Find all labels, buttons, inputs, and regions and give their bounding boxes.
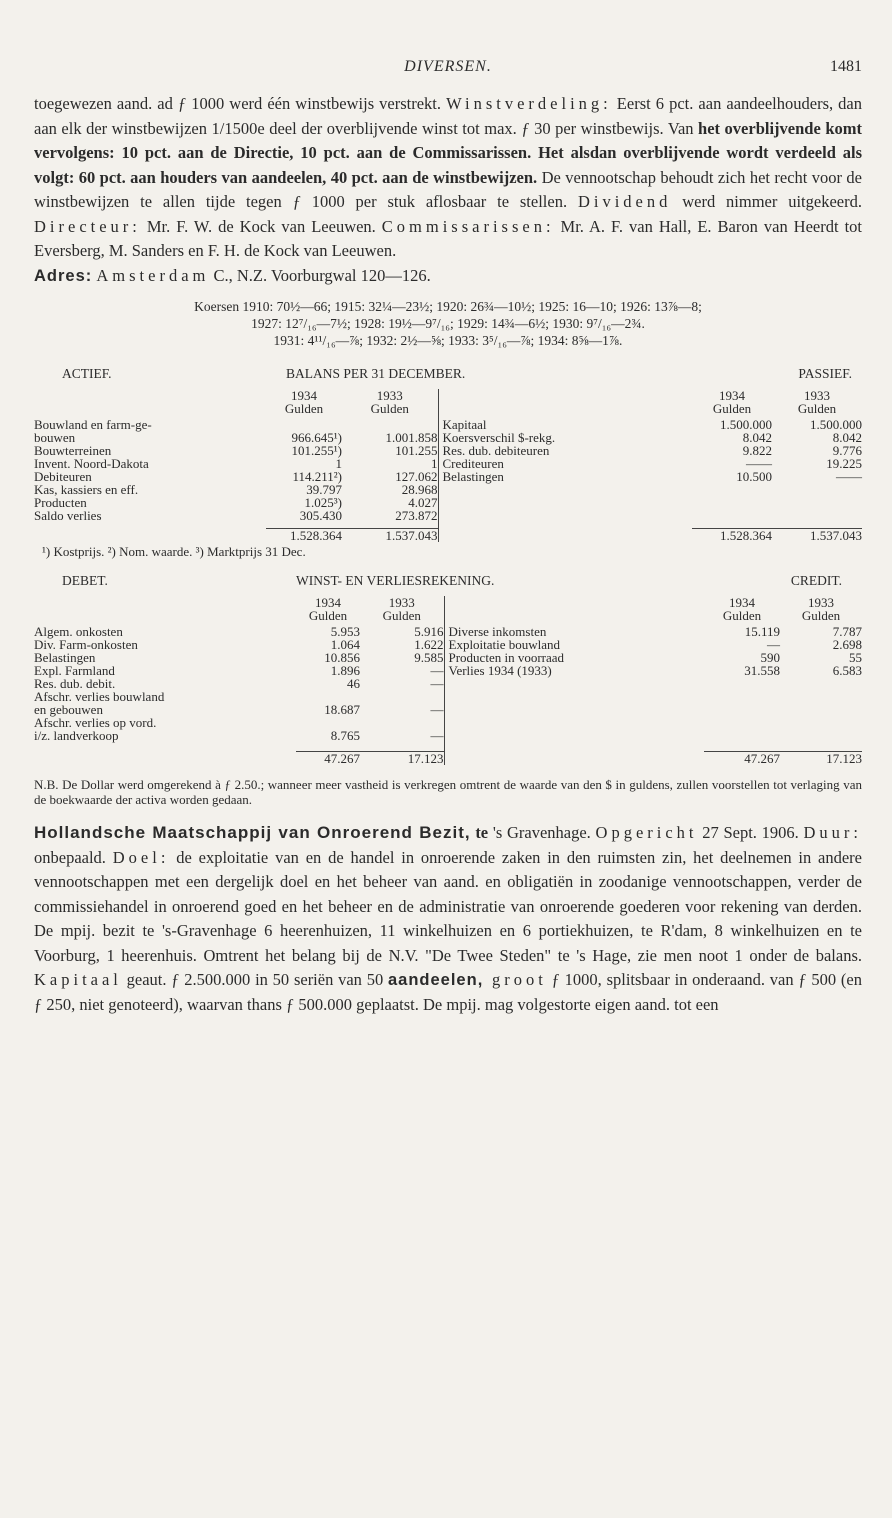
row-value-1933 [780,703,862,716]
adres-city: Amsterdam [96,265,210,285]
row-value-1933 [342,444,438,457]
year-header: 1934 [315,594,341,610]
row-value-1934 [704,729,780,742]
balans-total: 1.528.364 [692,528,772,542]
balans-total: 1.528.364 [266,528,342,542]
row-value-1933-text: — [430,675,444,691]
duur-value: onbepaald. [34,847,113,867]
adres-line [34,264,862,289]
row-label-text: Diverse inkomsten [448,623,547,639]
row-value-1933-text: — [430,727,444,743]
unit-header: Gulden [370,401,409,416]
row-value-1933 [772,470,862,483]
wv-title [296,574,704,596]
row-label [34,509,266,522]
adres-label: Adres: [34,266,93,285]
row-label-text: Verlies 1934 (1933) [448,662,552,678]
florin-sign: ƒ [177,94,187,113]
row-label-text: Res. dub. debiteuren [442,443,550,458]
row-value-1934-text: 1.064 [330,636,360,652]
winstverdeling-label: Winstverdeling: [446,94,612,113]
row-value-1934 [704,664,780,677]
company-paragraph [34,821,862,1017]
row-label-text: Div. Farm-onkosten [34,636,138,652]
row-value-1934 [692,470,772,483]
row-value-1933-text: 9.776 [832,443,862,458]
row-value-1934-text: 9.822 [742,443,772,458]
row-value-1933-text: 9.585 [414,649,444,665]
year-header: 1934 [719,388,745,403]
row-value-1933 [780,677,862,690]
wv-total: 47.267 [296,752,360,766]
row-value-1933-text: 127.062 [395,469,438,484]
row-value-1934 [266,509,342,522]
table-row [34,470,862,483]
aandeelen-label: aandeelen, [387,971,484,989]
row-label-text: Afschr. verlies bouwland [34,688,165,704]
winst-verlies-table [34,574,862,766]
row-label [438,470,692,483]
florin-sign: ƒ [292,192,301,211]
table-row [34,509,862,522]
row-value-1933-text: 4.027 [408,495,438,510]
row-label-text: Debiteuren [34,469,92,484]
unit-header: Gulden [284,401,324,416]
company-te: te [470,823,489,842]
year-header: 1934 [729,594,755,610]
row-value-1933 [780,729,862,742]
row-label-text: Koersverschil $-rekg. [442,430,556,445]
row-value-1934-text: 15.119 [744,623,780,639]
row-value-1933-text: —— [836,469,862,484]
commissarissen-value: Mr. A. F. van Hall, E. Baron van Heerdt tot Eversberg, M. Sanders en F. H. de Kock van Leeuwen. [34,216,862,260]
row-label-text: Producten in voorraad [448,649,565,665]
table-row [34,664,862,677]
row-label-text: Invent. Noord-Dakota [34,456,149,471]
row-value-1933 [772,509,862,522]
row-value-1934-text: 46 [347,675,360,691]
row-value-1934-text: 31.558 [744,662,780,678]
kapitaal-label: Kapitaal [34,970,122,989]
row-value-1933-text: 273.872 [395,508,438,523]
opgericht-label: Opgericht [595,823,698,842]
row-value-1934-text: 590 [760,649,780,665]
balans-footnote: ¹) Kostprijs. ²) Nom. waarde. ³) Marktprijs 31 Dec. [42,543,306,559]
balans-title [266,367,692,389]
doel-text: de exploitatie van en de handel in onroerende zaken in den ruimsten zin, het deelnemen in andere vennootschappen met een dergelijk doel en het beheer van aand. en obligatiën in zoodanige vennootschappen, verder de commissiehandel in onroerend goed en het beheer en de administratie van onroerende goederen voor rekening van derden. De mpij. bezit te 's-Gravenhage 6 heerenhuizen, 11 winkelhuizen en 6 portiekhuizen, te R'dam, 8 winkelhuizen en te Voorburg, 1 heerenhuis. Omtrent het belang bij de N.V. "De Twee Steden" te 's Hage, zie men noot 1 onder de balans. [34,847,862,965]
table-row [34,703,862,716]
row-value-1933-text: 1.500.000 [810,417,862,432]
row-value-1934-text: 39.797 [306,482,342,497]
row-value-1934 [266,444,342,457]
row-value-1934-text: 1.896 [330,662,360,678]
adres-rest: C., N.Z. Voorburgwal 120—126. [209,265,431,285]
row-value-1934 [692,496,772,509]
row-value-1934 [296,703,360,716]
wv-total: 47.267 [704,752,780,766]
wv-total: 17.123 [780,752,862,766]
row-value-1933 [780,716,862,729]
koersen-block [34,298,862,349]
row-value-1933 [342,509,438,522]
row-value-1934 [692,483,772,496]
duur-label: Duur: [803,823,862,842]
row-value-1934-text: 1.025³) [304,495,342,510]
page-number: 1481 [830,58,862,75]
row-value-1933-text: 2.698 [832,636,862,652]
row-value-1933-text: 5.916 [414,623,444,639]
row-value-1934-text: 1 [335,456,342,471]
year-header: 1933 [376,388,403,403]
row-value-1934 [704,703,780,716]
row-value-1934-text: 8.765 [330,727,360,743]
row-value-1934-text: 114.211²) [292,469,342,484]
row-value-1934 [296,677,360,690]
year-header: 1933 [388,594,415,610]
running-title: DIVERSEN. [404,58,492,75]
table-row [34,496,862,509]
dividend-label: Dividend [577,192,672,211]
intro-text: 1000 werd één winstbewijs verstrekt. [186,94,447,113]
intro-text: De vennootschap behoudt zich het recht voor de winstbewijzen te allen tijde tegen [34,167,862,211]
row-label-text: Kas, kassiers en eff. [34,482,139,497]
row-value-1934 [704,690,780,703]
row-label-text: Exploitatie bouwland [448,636,561,652]
row-label-text: Res. dub. debit. [34,675,116,691]
unit-header: Gulden [722,607,762,623]
table-row [34,690,862,703]
row-label-text: Saldo verlies [34,508,102,523]
row-value-1933 [772,496,862,509]
row-value-1934-text: 10.500 [736,469,772,484]
row-value-1934-text: —— [746,456,772,471]
row-label-text: Kapitaal [442,417,487,432]
row-value-1933 [360,729,444,742]
row-value-1934-text: 8.042 [742,430,772,445]
row-value-1934-text: — [767,636,780,652]
row-label-text: Producten [34,495,87,510]
row-value-1933-text: 8.042 [832,430,862,445]
row-value-1934 [692,509,772,522]
nb-note: N.B. De Dollar werd omgerekend à ƒ 2.50.; wanneer meer vastheid is verkregen omtrent de waarde van den $ in guldens, zullen voorstellen tot verlaging van de boekwaarde der activa worden gedaan. [34,777,862,807]
koersen-line: 1931: 4¹¹/₁₆—⅞; 1932: 2½—⅝; 1933: 3⁵/₁₆—⅞; 1934: 8⅝—1⅞. [273,333,623,348]
wv-total: 17.123 [360,752,444,766]
intro-text: Eerst 6 pct. aan aandeelhouders, dan aan elk der winstbewijzen 1/1500e deel der overblijvende winst tot max. [34,94,863,138]
wv-title-text: WINST- EN VERLIESREKENING. [296,572,495,588]
directeur-label: Directeur: [34,216,141,236]
balans-total: 1.537.043 [772,528,862,542]
opgericht-value: 27 Sept. 1906. [697,823,804,842]
running-header [34,58,862,92]
table-row [34,716,862,729]
unit-header: Gulden [382,607,421,623]
row-label [444,677,704,690]
row-value-1933 [780,690,862,703]
row-label [444,703,704,716]
unit-header: Gulden [797,401,837,416]
row-label-text: Afschr. verlies op vord. [34,714,157,730]
groot-label: groot [483,970,547,989]
page [34,58,862,1017]
row-value-1933-text: 101.255 [395,443,438,458]
intro-text: 1000 per stuk aflosbaar te stellen. [300,192,578,211]
directeur-value: Mr. F. W. de Kock van Leeuwen. [140,216,382,236]
doel-label: Doel: [112,847,170,867]
year-header: 1933 [808,594,834,610]
row-value-1933 [780,664,862,677]
row-label [438,509,692,522]
row-value-1933-text: 1.622 [414,636,444,652]
intro-paragraph [34,92,862,264]
row-value-1934-text: 966.645¹) [291,430,342,445]
row-label-text: Crediteuren [442,456,504,471]
row-value-1933-text: 55 [849,649,862,665]
table-row [34,483,862,496]
row-label [438,483,692,496]
company-name: Hollandsche Maatschappij van Onroerend Bezit, [34,823,471,842]
row-value-1933-text: 19.225 [826,456,862,471]
row-value-1933 [772,483,862,496]
kapitaal-text: ƒ 1000, splitsbaar in onderaand. van ƒ 500 (en ƒ 250, niet genoteerd), waarvan thans ƒ 500.000 geplaatst. De mpij. mag volgestorte eigen aand. tot een [34,970,862,1014]
row-value-1934-text: 18.687 [324,701,360,717]
row-value-1933-text: — [430,662,444,678]
row-value-1934-text: 1.500.000 [720,417,772,432]
row-value-1933-text: 6.583 [832,662,862,678]
unit-header: Gulden [712,401,752,416]
table-row [34,729,862,742]
row-label-text: bouwen [34,430,76,445]
year-header: 1933 [804,388,830,403]
koersen-line: Koersen 1910: 70½—66; 1915: 32¼—23½; 1920: 26¾—10½; 1925: 16—10; 1926: 13⅞—8; [194,299,702,314]
row-value-1934 [296,729,360,742]
row-label-text: Bouwterreinen [34,443,112,458]
row-label-text: Belastingen [442,469,504,484]
balans-title-text: BALANS PER 31 DECEMBER. [286,366,466,381]
row-value-1934-text: 5.953 [330,623,360,639]
intro-text: 30 per winstbewijs. Van [529,118,699,138]
balans-total: 1.537.043 [342,528,438,542]
row-label-text: en gebouwen [34,701,103,717]
unit-header: Gulden [801,607,841,623]
row-value-1933-text: 7.787 [832,623,862,639]
row-label [34,729,296,742]
row-label [444,716,704,729]
debet-title: DEBET. [62,572,108,588]
passief-title: PASSIEF. [798,366,852,381]
row-label-text: Bouwland en farm-ge- [34,417,152,432]
row-label [438,496,692,509]
row-value-1934 [704,716,780,729]
row-value-1934-text: 10.856 [324,649,360,665]
intro-text: werd nimmer uitgekeerd. [671,192,862,211]
intro-bold-text: het overblijvende komt vervolgens: 10 pct. aan de Directie, 10 pct. aan de Commissarissen. Het alsdan overblijvende wordt verdeeld als volgt: 60 pct. aan houders van aandeelen, 40 pct. aan de winstbewijzen. [34,118,862,187]
florin-sign: ƒ [521,118,530,138]
row-value-1933-text: 1.001.858 [385,430,438,445]
commissarissen-label: Commissarissen: [381,216,555,236]
row-value-1933-text: 1 [431,456,438,471]
balans-table [34,367,862,542]
row-label-text: Belastingen [34,649,96,665]
year-header: 1934 [291,388,317,403]
kapitaal-text: geaut. ƒ 2.500.000 in 50 seriën van 50 [121,970,388,989]
row-label [444,690,704,703]
unit-header: Gulden [308,607,348,623]
credit-title: CREDIT. [790,572,842,588]
row-label [444,729,704,742]
row-value-1933 [360,703,444,716]
intro-text: toegewezen aand. ad [34,94,178,113]
row-label-text: Expl. Farmland [34,662,115,678]
row-label-text: i/z. landverkoop [34,727,119,743]
row-value-1934-text: 101.255¹) [291,443,342,458]
row-label-text: Algem. onkosten [34,623,123,639]
row-value-1934-text: 305.430 [299,508,342,523]
row-label [444,664,704,677]
company-text: 's Gravenhage. [488,823,596,842]
actief-title: ACTIEF. [62,366,112,381]
row-value-1933-text: 28.968 [401,482,438,497]
row-value-1933-text: — [430,701,444,717]
row-value-1934 [704,677,780,690]
row-value-1933 [360,677,444,690]
koersen-line: 1927: 12⁷/₁₆—7½; 1928: 19½—9⁷/₁₆; 1929: 14¾—6½; 1930: 9⁷/₁₆—2¾. [251,316,645,331]
